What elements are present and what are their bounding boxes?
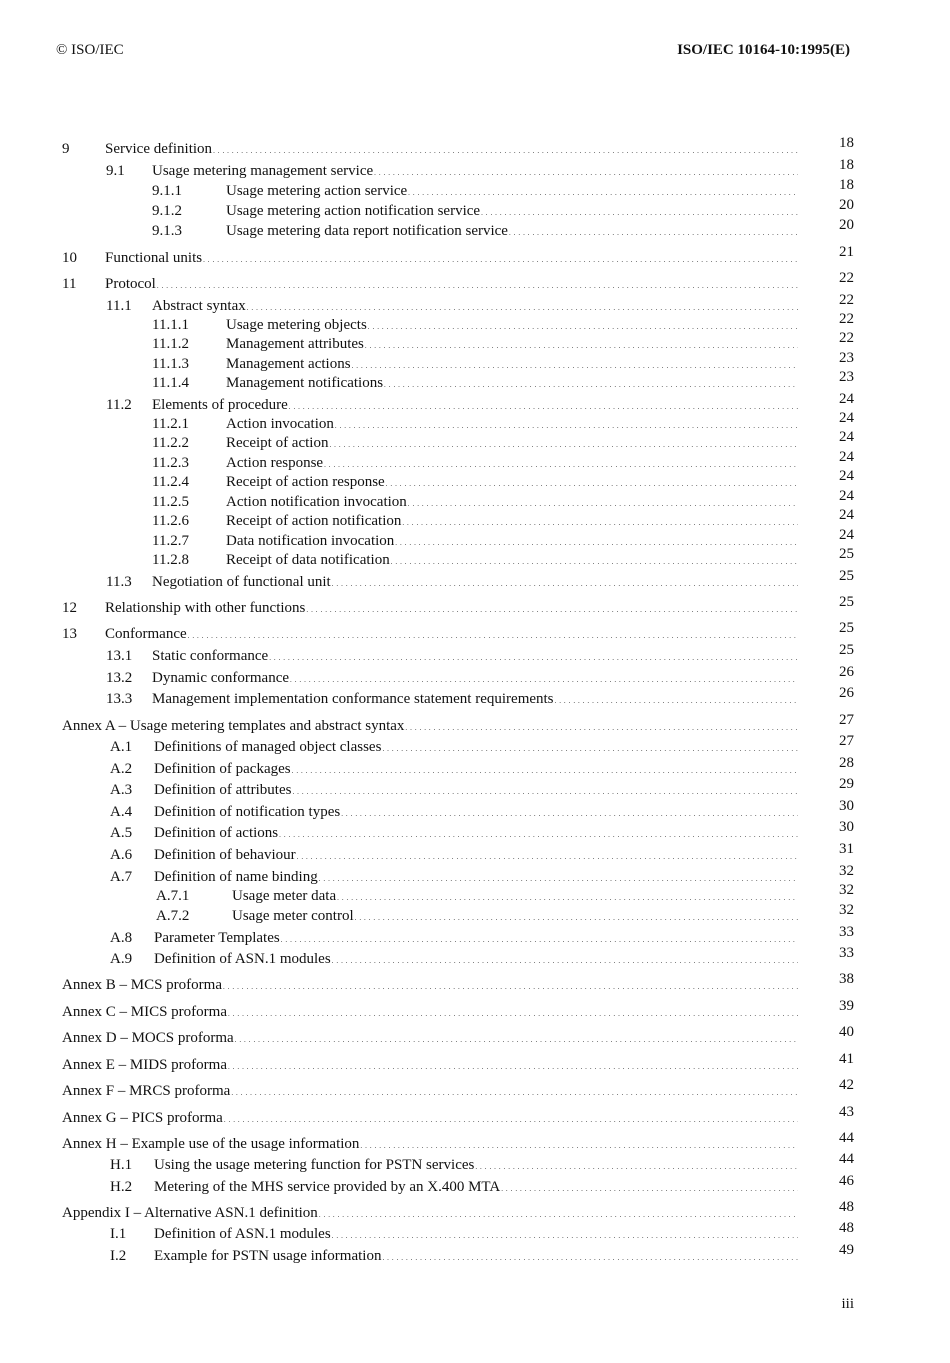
toc-entry-title: Receipt of action response [226,474,385,490]
toc-entry-number: 10 [62,250,77,266]
dot-leader [374,161,798,183]
toc-entry[interactable] [0,712,950,736]
toc-entry-number: 11.1 [106,298,132,314]
toc-entry-title: Annex A – Usage metering templates and abstract syntax [62,718,405,734]
toc-entry[interactable] [0,998,950,1022]
toc-entry-number: 11.2.7 [152,533,189,549]
toc-entry-title: Definitions of managed object classes [154,739,382,755]
toc-entry-title: Action response [226,455,324,471]
toc-entry[interactable] [0,369,950,393]
dot-leader [279,823,798,845]
toc-entry[interactable] [0,1130,950,1154]
toc-entry[interactable] [0,197,950,221]
toc-entry-page: 18 [839,157,854,173]
toc-entry[interactable] [0,546,950,570]
toc-entry-page: 30 [839,819,854,835]
dot-leader [365,334,798,356]
toc-entry-page: 42 [839,1077,854,1093]
dot-leader [297,845,798,867]
toc-entry-title: Usage metering data report notification service [226,223,508,239]
toc-entry-number: 11.2 [106,397,132,413]
toc-entry-page: 40 [839,1024,854,1040]
toc-entry-page: 24 [839,429,854,445]
dot-leader [292,759,798,781]
toc-entry[interactable] [0,1151,950,1175]
toc-entry-title: Annex D – MOCS proforma [62,1030,234,1046]
toc-entry-number: 11.2.1 [152,416,189,432]
dot-leader [224,1108,798,1130]
toc-entry-number: 9 [62,141,70,157]
dot-leader [501,1177,798,1199]
toc-entry[interactable] [0,733,950,757]
toc-entry-page: 22 [839,330,854,346]
dot-leader [213,139,798,161]
dot-leader [329,433,798,455]
toc-entry-title: Protocol [105,276,156,292]
toc-entry-number: 9.1.2 [152,203,182,219]
toc-entry-title: Receipt of data notification [226,552,390,568]
toc-entry[interactable] [0,217,950,241]
dot-leader [382,1246,798,1268]
toc-entry-number: 9.1.1 [152,183,182,199]
toc-entry-page: 41 [839,1051,854,1067]
toc-entry-page: 25 [839,546,854,562]
toc-entry-number: 11.2.6 [152,513,189,529]
dot-leader [231,1081,798,1103]
toc-entry-number: 11.2.3 [152,455,189,471]
toc-entry-page: 24 [839,449,854,465]
toc-entry[interactable] [0,157,950,181]
toc-entry-number: A.2 [110,761,133,777]
toc-entry-number: 13 [62,626,77,642]
toc-entry[interactable] [0,527,950,551]
toc-entry-number: A.1 [110,739,133,755]
toc-entry-page: 28 [839,755,854,771]
toc-entry[interactable] [0,1199,950,1223]
toc-entry-title: Static conformance [152,648,269,664]
toc-entry-page: 20 [839,197,854,213]
toc-entry-title: Management actions [226,356,351,372]
toc-entry-title: Usage meter control [232,908,354,924]
toc-entry[interactable] [0,776,950,800]
toc-entry-number: 11.1.1 [152,317,189,333]
toc-entry-number: 11.3 [106,574,132,590]
toc-entry-page: 31 [839,841,854,857]
dot-leader [203,248,798,270]
toc-entry-page: 24 [839,410,854,426]
toc-entry[interactable] [0,841,950,865]
toc-entry[interactable] [0,594,950,618]
toc-entry[interactable] [0,568,950,592]
toc-entry-page: 32 [839,882,854,898]
toc-entry-page: 23 [839,369,854,385]
dot-leader [475,1155,798,1177]
toc-entry[interactable] [0,429,950,453]
toc-entry[interactable] [0,244,950,268]
dot-leader [332,572,798,594]
toc-entry-number: A.3 [110,782,133,798]
toc-entry[interactable] [0,1024,950,1048]
toc-entry-page: 29 [839,776,854,792]
toc-entry-title: Definition of behaviour [154,847,296,863]
dot-leader [402,511,798,533]
toc-entry-page: 39 [839,998,854,1014]
dot-leader [228,1055,798,1077]
toc-entry-number: 9.1 [106,163,125,179]
toc-entry-number: 11.2.5 [152,494,189,510]
toc-entry-page: 44 [839,1130,854,1146]
toc-entry-title: Usage metering action notification service [226,203,481,219]
toc-entry-number: A.6 [110,847,133,863]
toc-entry[interactable] [0,755,950,779]
toc-entry-title: Usage metering action service [226,183,408,199]
toc-entry-number: 11.2.2 [152,435,189,451]
toc-entry[interactable] [0,685,950,709]
dot-leader [386,472,798,494]
toc-entry-number: 13.1 [106,648,133,664]
toc-entry-title: Management implementation conformance statement requirements [152,691,554,707]
toc-entry[interactable] [0,620,950,644]
toc-entry-number: 11.1.4 [152,375,189,391]
dot-leader [281,928,798,950]
toc-entry-number: 13.2 [106,670,133,686]
toc-entry-number: A.7.1 [156,888,190,904]
toc-entry[interactable] [0,664,950,688]
toc-entry-page: 43 [839,1104,854,1120]
toc-entry-title: Definition of ASN.1 modules [154,951,331,967]
toc-entry-title: Using the usage metering function for PSTN services [154,1157,475,1173]
header-standard-id: ISO/IEC 10164-10:1995(E) [677,42,850,58]
dot-leader [337,886,798,908]
dot-leader [292,780,798,802]
toc-entry-number: 12 [62,600,77,616]
toc-entry-number: 9.1.3 [152,223,182,239]
dot-leader [188,624,798,646]
dot-leader [319,1203,798,1225]
toc-entry-title: Management attributes [226,336,364,352]
toc-entry-title: Annex G – PICS proforma [62,1110,223,1126]
toc-entry-number: 13.3 [106,691,133,707]
toc-entry-title: Example for PSTN usage information [154,1248,382,1264]
toc-entry-page: 24 [839,488,854,504]
toc-entry-page: 24 [839,468,854,484]
toc-entry-title: Conformance [105,626,187,642]
toc-entry-number: 11 [62,276,77,292]
toc-entry-title: Definition of actions [154,825,279,841]
toc-entry[interactable] [0,507,950,531]
toc-entry-title: Metering of the MHS service provided by an X.400 MTA [154,1179,501,1195]
toc-entry-title: Definition of packages [154,761,291,777]
toc-entry[interactable] [0,1220,950,1244]
toc-entry-page: 25 [839,620,854,636]
toc-entry[interactable] [0,819,950,843]
toc-entry-page: 44 [839,1151,854,1167]
toc-entry-title: Definition of name binding [154,869,318,885]
toc-entry[interactable] [0,468,950,492]
toc-entry-page: 32 [839,902,854,918]
toc-entry-page: 48 [839,1220,854,1236]
toc-entry[interactable] [0,311,950,335]
toc-entry-page: 24 [839,391,854,407]
toc-entry-title: Management notifications [226,375,384,391]
toc-entry-page: 27 [839,733,854,749]
toc-entry[interactable] [0,350,950,374]
toc-entry-title: Data notification invocation [226,533,395,549]
toc-entry[interactable] [0,270,950,294]
toc-entry-title: Annex F – MRCS proforma [62,1083,231,1099]
toc-entry-page: 33 [839,924,854,940]
dot-leader [382,737,798,759]
toc-entry[interactable] [0,863,950,887]
toc-entry-title: Definition of attributes [154,782,292,798]
toc-entry-title: Receipt of action [226,435,329,451]
toc-entry[interactable] [0,488,950,512]
toc-entry-title: Abstract syntax [152,298,246,314]
toc-entry-title: Usage metering management service [152,163,374,179]
toc-entry[interactable] [0,1051,950,1075]
toc-entry-page: 33 [839,945,854,961]
toc-entry[interactable] [0,410,950,434]
dot-leader [391,550,798,572]
toc-entry[interactable] [0,945,950,969]
toc-entry-title: Action invocation [226,416,334,432]
toc-entry-page: 18 [839,135,854,151]
toc-entry[interactable] [0,971,950,995]
toc-entry-page: 27 [839,712,854,728]
toc-entry-number: 11.1.2 [152,336,189,352]
dot-leader [355,906,798,928]
toc-entry-title: Elements of procedure [152,397,288,413]
dot-leader [290,668,798,690]
header-copyright: © ISO/IEC [56,42,124,58]
toc-entry-title: Action notification invocation [226,494,407,510]
toc-entry[interactable] [0,1077,950,1101]
toc-entry-page: 23 [839,350,854,366]
toc-entry-number: A.5 [110,825,133,841]
toc-entry-number: A.8 [110,930,133,946]
dot-leader [341,802,798,824]
dot-leader [269,646,798,668]
dot-leader [332,1224,798,1246]
toc-entry-page: 22 [839,270,854,286]
toc-entry-page: 22 [839,292,854,308]
dot-leader [405,716,798,738]
toc-entry[interactable] [0,902,950,926]
toc-entry-number: H.1 [110,1157,133,1173]
toc-entry-title: Usage meter data [232,888,337,904]
dot-leader [306,598,798,620]
toc-entry[interactable] [0,924,950,948]
toc-entry-page: 30 [839,798,854,814]
toc-entry-title: Parameter Templates [154,930,280,946]
toc-entry-title: Dynamic conformance [152,670,290,686]
toc-entry-page: 21 [839,244,854,260]
toc-entry-title: Annex B – MCS proforma [62,977,222,993]
dot-leader [384,373,798,395]
toc-entry-title: Annex E – MIDS proforma [62,1057,227,1073]
toc-entry-title: Receipt of action notification [226,513,402,529]
toc-entry[interactable] [0,1173,950,1197]
toc-entry-page: 24 [839,527,854,543]
toc-entry[interactable] [0,135,950,159]
dot-leader [408,181,798,203]
toc-entry[interactable] [0,449,950,473]
toc-entry-page: 49 [839,1242,854,1258]
dot-leader [228,1002,798,1024]
toc-entry[interactable] [0,642,950,666]
dot-leader [223,975,798,997]
toc-entry-page: 25 [839,568,854,584]
toc-entry[interactable] [0,330,950,354]
toc-entry-page: 24 [839,507,854,523]
toc-entry-title: Annex H – Example use of the usage information [62,1136,360,1152]
dot-leader [360,1134,798,1156]
toc-entry-page: 32 [839,863,854,879]
toc-entry-number: A.7.2 [156,908,190,924]
toc-entry-number: H.2 [110,1179,133,1195]
toc-entry-title: Definition of notification types [154,804,341,820]
toc-entry[interactable] [0,292,950,316]
dot-leader [235,1028,798,1050]
dot-leader [555,689,798,711]
toc-entry-title: Appendix I – Alternative ASN.1 definition [62,1205,318,1221]
page-number-footer: iii [841,1296,854,1312]
toc-entry-page: 48 [839,1199,854,1215]
toc-entry-page: 25 [839,642,854,658]
dot-leader [157,274,798,296]
toc-entry-page: 25 [839,594,854,610]
toc-entry[interactable] [0,1104,950,1128]
toc-entry[interactable] [0,1242,950,1266]
toc-entry-page: 38 [839,971,854,987]
toc-entry-number: 11.2.8 [152,552,189,568]
toc-entry[interactable] [0,882,950,906]
dot-leader [481,201,798,223]
toc-entry-number: 11.2.4 [152,474,189,490]
toc-entry-title: Functional units [105,250,203,266]
toc-entry-page: 46 [839,1173,854,1189]
toc-entry-title: Annex C – MICS proforma [62,1004,227,1020]
toc-entry-page: 22 [839,311,854,327]
toc-entry-title: Negotiation of functional unit [152,574,331,590]
toc-entry-page: 26 [839,664,854,680]
toc-entry-number: I.1 [110,1226,127,1242]
toc-entry-number: 11.1.3 [152,356,189,372]
toc-entry-number: A.4 [110,804,133,820]
toc-entry[interactable] [0,177,950,201]
toc-entry-page: 26 [839,685,854,701]
dot-leader [509,221,798,243]
toc-entry-number: I.2 [110,1248,127,1264]
toc-entry-title: Service definition [105,141,213,157]
toc-entry-page: 18 [839,177,854,193]
dot-leader [332,949,798,971]
toc-entry[interactable] [0,391,950,415]
toc-entry-title: Relationship with other functions [105,600,306,616]
toc-entry-title: Definition of ASN.1 modules [154,1226,331,1242]
toc-entry-number: A.9 [110,951,133,967]
toc-entry-number: A.7 [110,869,133,885]
toc-entry-page: 20 [839,217,854,233]
toc-entry-title: Usage metering objects [226,317,367,333]
toc-entry[interactable] [0,798,950,822]
